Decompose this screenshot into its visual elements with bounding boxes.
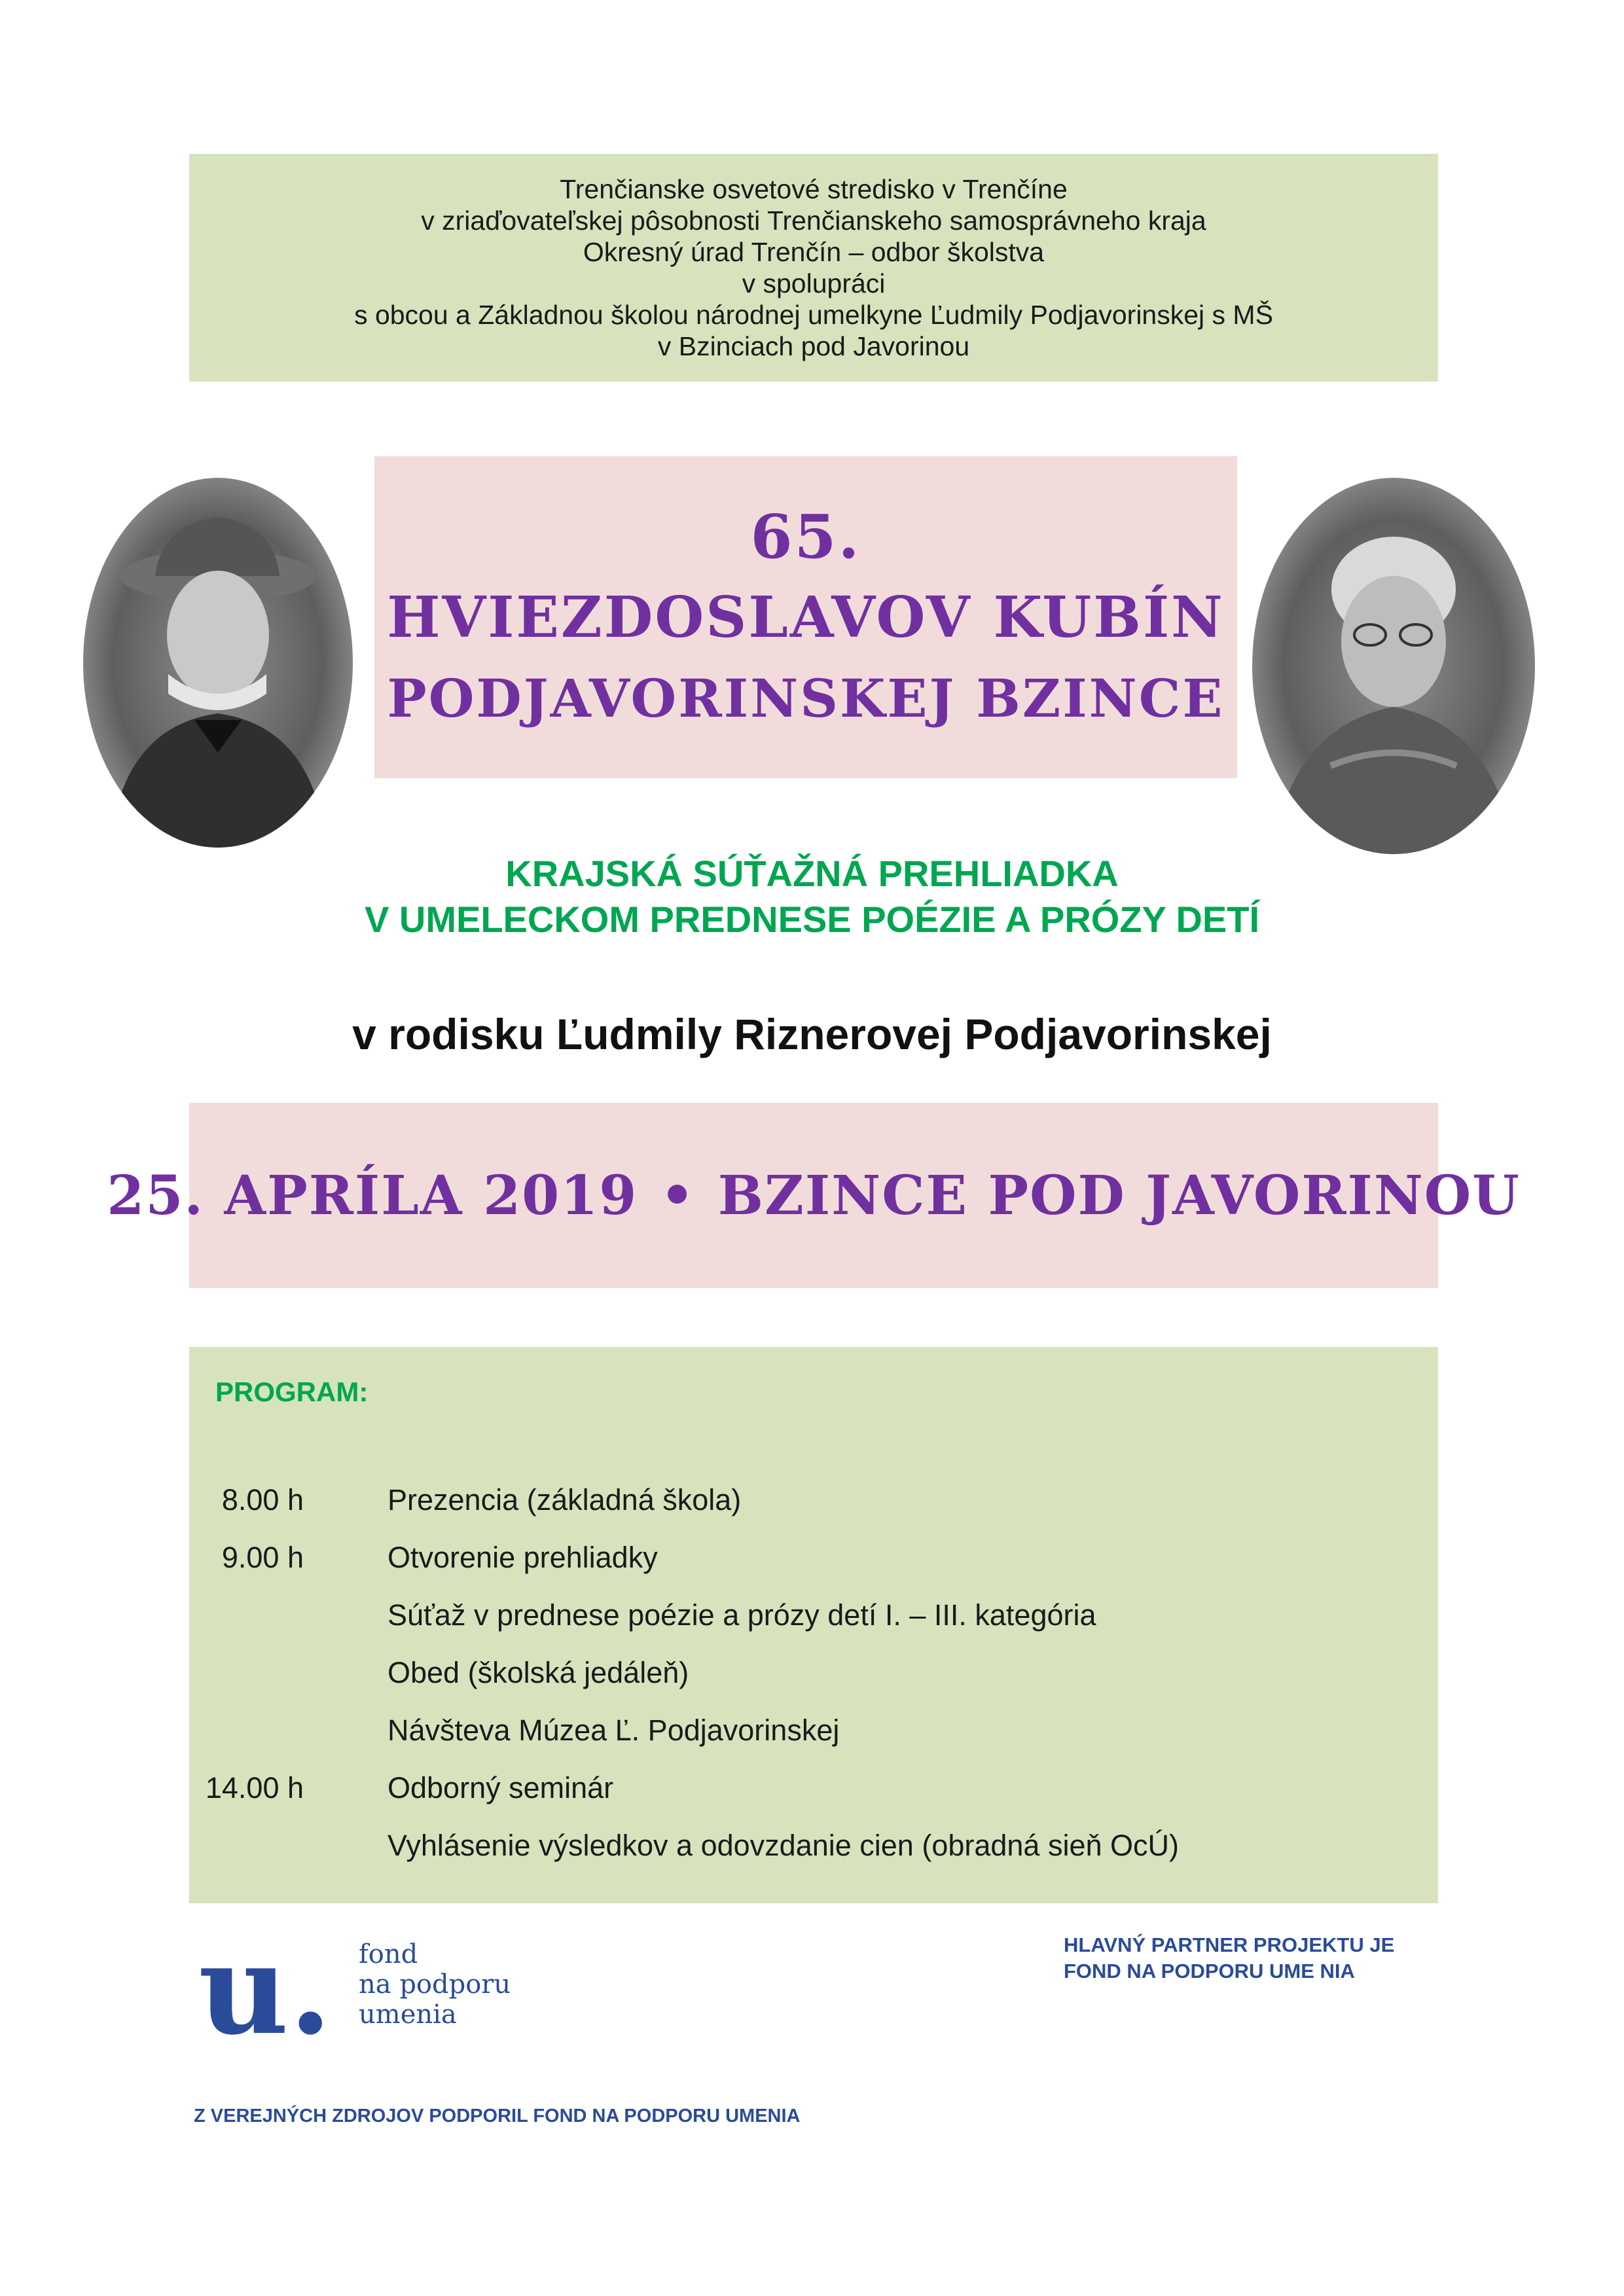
program-activity: Odborný seminár — [388, 1771, 614, 1804]
program-time: 14.00 h — [205, 1771, 304, 1804]
logo-word: umenia — [359, 2000, 457, 2030]
funding-footer-note: Z VEREJNÝCH ZDROJOV PODPORIL FOND NA PODPORU UMENIA — [194, 2106, 801, 2126]
fond-na-podporu-umenia-logo — [198, 1916, 539, 2062]
logo-word: na podporu — [359, 1969, 511, 2000]
title-box — [374, 456, 1237, 778]
organizer-line: Trenčianske osvetové stredisko v Trenčíne — [560, 174, 1068, 204]
main-partner-note — [1064, 1932, 1394, 1984]
organizer-line: Okresný úrad Trenčín – odbor školstva — [583, 237, 1045, 267]
program-activity: Prezencia (základná škola) — [388, 1483, 742, 1516]
event-subtitle-location: PODJAVORINSKEJ BZINCE — [387, 668, 1225, 729]
program-activity: Vyhlásenie výsledkov a odovzdanie cien (obradná sieň OcÚ) — [388, 1829, 1180, 1862]
logo-wordmark — [359, 1939, 511, 2030]
event-date: 25. APRÍLA 2019 — [107, 1164, 638, 1227]
program-time: 8.00 h — [221, 1483, 304, 1516]
program-time: 9.00 h — [221, 1541, 304, 1574]
birthplace-line: v rodisku Ľudmily Riznerovej Podjavorinskej — [352, 1010, 1272, 1058]
edition-number: 65. — [750, 501, 861, 572]
program-heading: PROGRAM: — [215, 1376, 369, 1407]
organizers-box — [189, 154, 1438, 382]
portrait-woman-illustration — [1252, 478, 1535, 854]
competition-subtitle — [0, 851, 1624, 942]
event-place: BZINCE POD JAVORINOU — [717, 1164, 1521, 1227]
portrait-man-illustration — [83, 478, 353, 848]
date-place-box — [107, 1103, 1521, 1288]
organizer-line: v zriaďovateľskej pôsobnosti Trenčianskeho samosprávneho kraja — [421, 206, 1206, 236]
program-activity: Návšteva Múzea Ľ. Podjavorinskej — [388, 1713, 840, 1747]
partner-line: HLAVNÝ PARTNER PROJEKTU JE — [1064, 1933, 1395, 1956]
subtitle-line: V UMELECKOM PREDNESE POÉZIE A PRÓZY DETÍ — [365, 899, 1259, 940]
logo-word: fond — [359, 1939, 418, 1969]
logo-mark: u. — [198, 1916, 333, 2062]
portrait-man-photo — [83, 478, 353, 848]
organizer-line: v spolupráci — [742, 268, 886, 298]
portrait-woman-photo — [1252, 478, 1535, 854]
event-title: HVIEZDOSLAVOV KUBÍN — [387, 584, 1225, 651]
program-activity: Obed (školská jedáleň) — [388, 1656, 689, 1689]
separator-bullet: • — [660, 1164, 696, 1227]
program-box — [189, 1347, 1438, 1903]
organizer-line: v Bzinciach pod Javorinou — [657, 331, 970, 361]
subtitle-line: KRAJSKÁ SÚŤAŽNÁ PREHLIADKA — [505, 853, 1119, 894]
organizer-line: s obcou a Základnou školou národnej umelkyne Ľudmily Podjavorinskej s MŠ — [354, 300, 1273, 330]
partner-line: FOND NA PODPORU UME NIA — [1064, 1960, 1355, 1982]
program-activity: Otvorenie prehliadky — [388, 1541, 658, 1574]
program-activity: Súťaž v prednese poézie a prózy detí I. – III. kategória — [388, 1598, 1096, 1632]
